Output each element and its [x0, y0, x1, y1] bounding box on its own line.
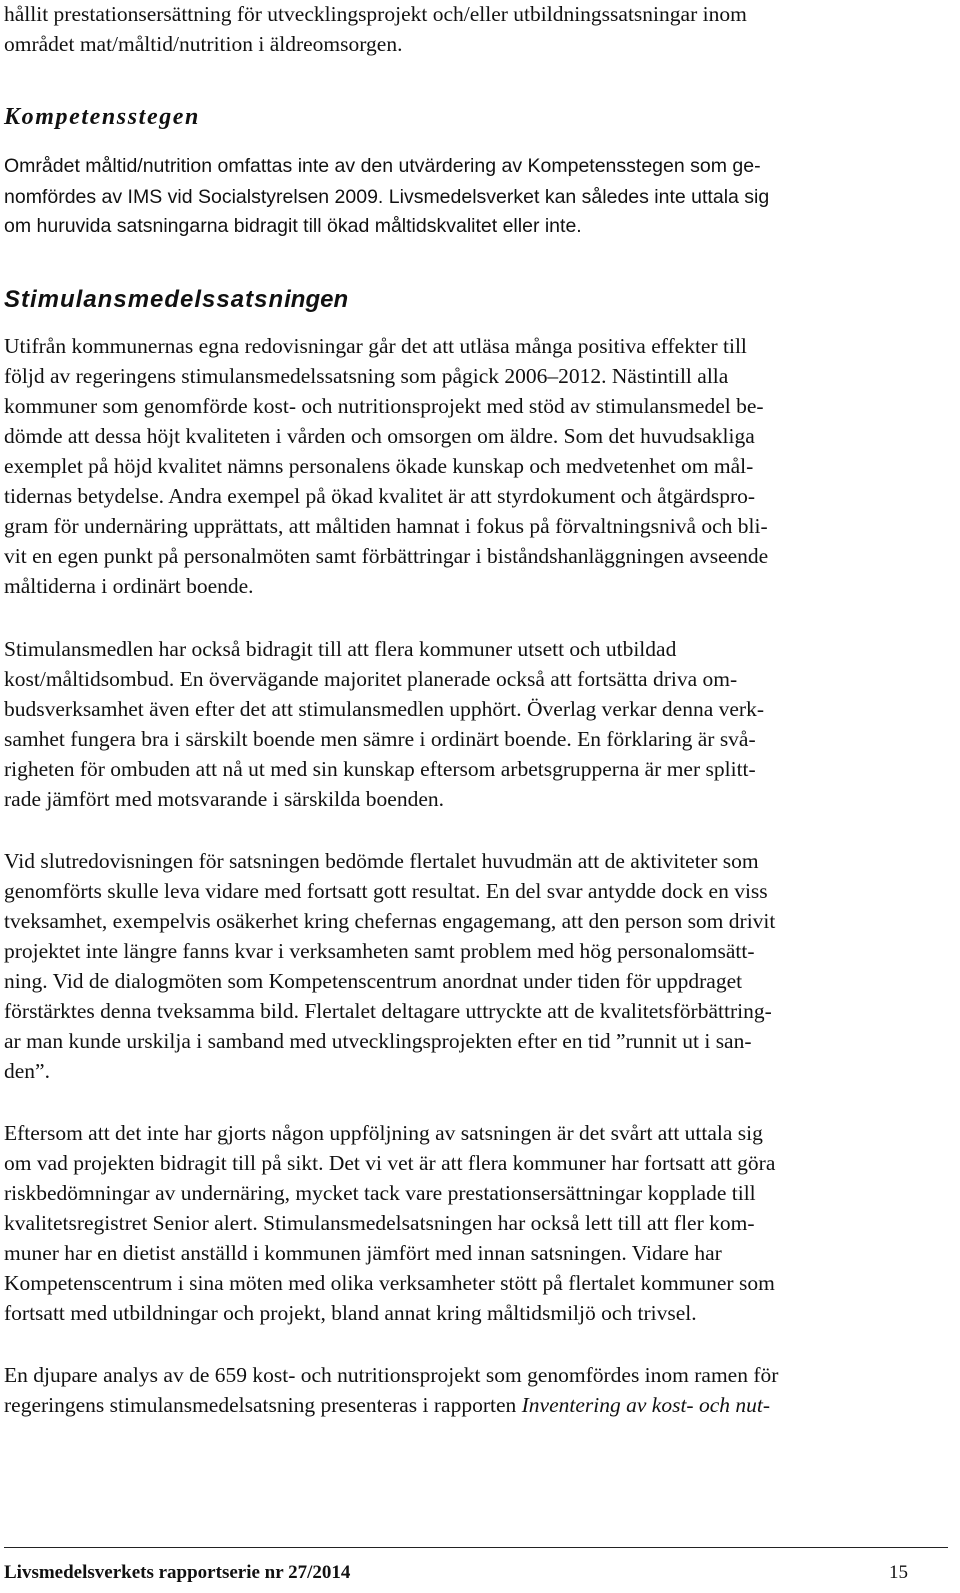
- section-heading-kompetensstegen: Kompetensstegen: [4, 104, 200, 130]
- paragraph-line: ning. Vid de dialogmöten som Kompetenscentrum anordnat under tiden för uppdraget: [4, 969, 743, 993]
- paragraph-line: ar man kunde urskilja i samband med utvecklingsprojekten efter en tid ”runnit ut i san-: [4, 1029, 752, 1053]
- kompetensstegen-line2-b: Livsmedelsverket kan således inte uttala sig: [388, 186, 770, 208]
- paragraph-line: fortsatt med utbildningar och projekt, bland annat kring måltidsmiljö och trivsel.: [4, 1301, 697, 1325]
- paragraph-line: kvalitetsregistret Senior alert. Stimulansmedelsatsningen har också lett till att fler kom-: [4, 1211, 755, 1235]
- report-title-italic: Inventering av kost- och nut-: [521, 1393, 771, 1417]
- kompetensstegen-line: om huruvida satsningarna bidragit till ökad måltidskvalitet eller inte.: [4, 215, 582, 237]
- paragraph-line: gram för undernäring upprättats, att måltiden hamnat i fokus på förvaltningsnivå och bli-: [4, 514, 768, 538]
- paragraph-line: [4, 1390, 770, 1420]
- paragraph-line: rade jämfört med motsvarande i särskilda boenden.: [4, 787, 445, 811]
- paragraph-line: righeten för ombuden att nå ut med sin kunskap eftersom arbetsgrupperna är mer splitt-: [4, 757, 756, 781]
- section-heading-stimulans-part-a: Stimulansmedelssatsn: [4, 286, 285, 313]
- paragraph-line: tveksamhet, exempelvis osäkerhet kring chefernas engagemang, att den person som drivit: [4, 909, 776, 933]
- paragraph-line: förstärktes denna tveksamma bild. Flertalet deltagare uttryckte att de kvalitetsförbättring-: [4, 999, 772, 1023]
- paragraph-line: följd av regeringens stimulansmedelssatsning som pågick 2006–2012. Nästintill alla: [4, 364, 729, 388]
- paragraph-line: Vid slutredovisningen för satsningen bedömde flertalet huvudmän att de aktiviteter som: [4, 849, 759, 873]
- paragraph-line: vit en egen punkt på personalmöten samt förbättringar i biståndshanläggningen avseende: [4, 544, 769, 568]
- paragraph-line: Kompetenscentrum i sina möten med olika verksamheter stött på flertalet kommuner som: [4, 1271, 775, 1295]
- paragraph-line: tidernas betydelse. Andra exempel på ökad kvalitet är att styrdokument och åtgärdspro-: [4, 484, 756, 508]
- paragraph-line-text: regeringens stimulansmedelsatsning presenteras i rapporten: [4, 1393, 522, 1417]
- intro-line: hållit prestationsersättning för utvecklingsprojekt och/eller utbildningssatsningar inom: [4, 2, 747, 26]
- paragraph-line: dömde att dessa höjt kvaliteten i vården och omsorgen om äldre. Som det huvudsakliga: [4, 424, 755, 448]
- paragraph-line: En djupare analys av de 659 kost- och nutritionsprojekt som genomfördes inom ramen för: [4, 1363, 779, 1387]
- section-heading-stimulans-part-b: ingen: [284, 286, 349, 313]
- paragraph-line: den”.: [4, 1059, 50, 1083]
- kompetensstegen-line: [4, 181, 769, 212]
- page-number: 15: [889, 1562, 908, 1583]
- footer-divider: [4, 1547, 948, 1548]
- section-heading-stimulans: [4, 284, 348, 316]
- paragraph-line: riskbedömningar av undernäring, mycket tack vare prestationsersättningar kopplade till: [4, 1181, 756, 1205]
- paragraph-line: projektet inte längre fanns kvar i verksamheten samt problem med hög personalomsätt-: [4, 939, 755, 963]
- paragraph-line: Eftersom att det inte har gjorts någon uppföljning av satsningen är det svårt att uttala sig: [4, 1121, 763, 1145]
- intro-line: området mat/måltid/nutrition i äldreomsorgen.: [4, 32, 403, 56]
- paragraph-line: om vad projekten bidragit till på sikt. Det vi vet är att flera kommuner har fortsatt att göra: [4, 1151, 776, 1175]
- kompetensstegen-line2-a: nomfördes av IMS vid Socialstyrelsen 2009.: [4, 186, 389, 208]
- paragraph-line: måltiderna i ordinärt boende.: [4, 574, 254, 598]
- paragraph-line: budsverksamhet även efter det att stimulansmedlen upphört. Överlag verkar denna verk-: [4, 697, 764, 721]
- paragraph-line: Stimulansmedlen har också bidragit till att flera kommuner utsett och utbildad: [4, 637, 677, 661]
- paragraph-line: muner har en dietist anställd i kommunen jämfört med innan satsningen. Vidare har: [4, 1241, 722, 1265]
- paragraph-line: kost/måltidsombud. En övervägande majoritet planerade också att fortsätta driva om-: [4, 667, 738, 691]
- paragraph-line: Utifrån kommunernas egna redovisningar går det att utläsa många positiva effekter till: [4, 334, 747, 358]
- paragraph-line: samhet fungera bra i särskilt boende men sämre i ordinärt boende. En förklaring är svå-: [4, 727, 756, 751]
- paragraph-line: kommuner som genomförde kost- och nutritionsprojekt med stöd av stimulansmedel be-: [4, 394, 764, 418]
- kompetensstegen-line: Området måltid/nutrition omfattas inte av den utvärdering av Kompetensstegen som ge-: [4, 155, 761, 177]
- footer-series: Livsmedelsverkets rapportserie nr 27/2014: [4, 1562, 351, 1583]
- paragraph-line: exemplet på höjd kvalitet nämns personalens ökade kunskap och medvetenhet om mål-: [4, 454, 754, 478]
- paragraph-line: genomförts skulle leva vidare med fortsatt gott resultat. En del svar antydde dock en viss: [4, 879, 768, 903]
